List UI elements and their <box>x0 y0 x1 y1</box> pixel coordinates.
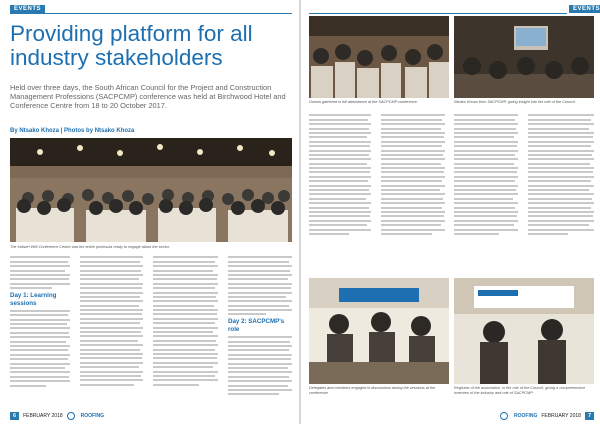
main-photo-caption: The Indiwe+WM Conference Centre and the entire peninsula ready to engage about the sector. <box>10 245 170 249</box>
photo-3 <box>309 278 449 384</box>
delegates-photo <box>309 278 449 384</box>
photo-4-caption: Registrar of the association, in the role of the Council, giving a comprehensive overview of the industry and role of SACPCMP. <box>454 386 586 395</box>
right-page <box>301 0 600 424</box>
main-photo <box>10 138 292 242</box>
header-rule <box>10 13 292 14</box>
roofing-logo-icon <box>500 412 508 420</box>
audience-photo <box>309 16 449 98</box>
page-number: 6 <box>10 412 19 420</box>
photo-2 <box>454 16 594 98</box>
subhead-day2: Day 2: SACPCMP's role <box>228 317 285 333</box>
article-column-3 <box>153 254 218 388</box>
registrar-photo <box>454 278 594 384</box>
byline: By Ntsako Khoza | Photos by Ntsako Khoza <box>10 128 135 134</box>
left-page <box>0 0 299 424</box>
page-title: Providing platform for all industry stakeholders <box>10 21 253 70</box>
roofing-logo-icon <box>67 412 75 420</box>
article-column-6 <box>381 112 445 237</box>
section-tag: EVENTS <box>569 5 600 13</box>
photo-1 <box>309 16 449 98</box>
brand-name: ROOFING <box>80 413 104 419</box>
article-column-5 <box>309 112 371 237</box>
right-footer <box>500 412 594 420</box>
article-column-1 <box>10 254 70 389</box>
header-rule <box>309 13 567 14</box>
photo-3-caption: Delegates and members engaged in discussions during the sessions at the conference. <box>309 386 436 395</box>
brand-name: ROOFING <box>514 413 538 419</box>
left-footer <box>10 412 104 420</box>
issue-month: FEBRUARY 2018 <box>541 413 581 419</box>
standfirst: Held over three days, the South African Council for the Project and Construction Management Professions (SACPCMP) conference was held at Birchwood Hotel and Conference Centre from 18 to 20 October 2017. <box>10 83 286 111</box>
issue-month: FEBRUARY 2018 <box>23 413 63 419</box>
subhead-learning: Day 1: Learning sessions <box>10 291 57 307</box>
photo-4 <box>454 278 594 384</box>
article-column-7 <box>454 112 518 237</box>
photo-1-caption: Guests gathered in full attendance at the SACPCMP conference. <box>309 100 418 104</box>
page-number: 7 <box>585 412 594 420</box>
article-column-4 <box>228 254 292 398</box>
conference-hall-photo <box>10 138 292 242</box>
speaker-photo <box>454 16 594 98</box>
photo-2-caption: Ntsako Khoza from SACPCMP, giving insight into the role of the Council. <box>454 100 576 104</box>
article-column-2 <box>80 254 143 388</box>
article-column-8 <box>528 112 594 237</box>
section-tag: EVENTS <box>10 5 45 13</box>
